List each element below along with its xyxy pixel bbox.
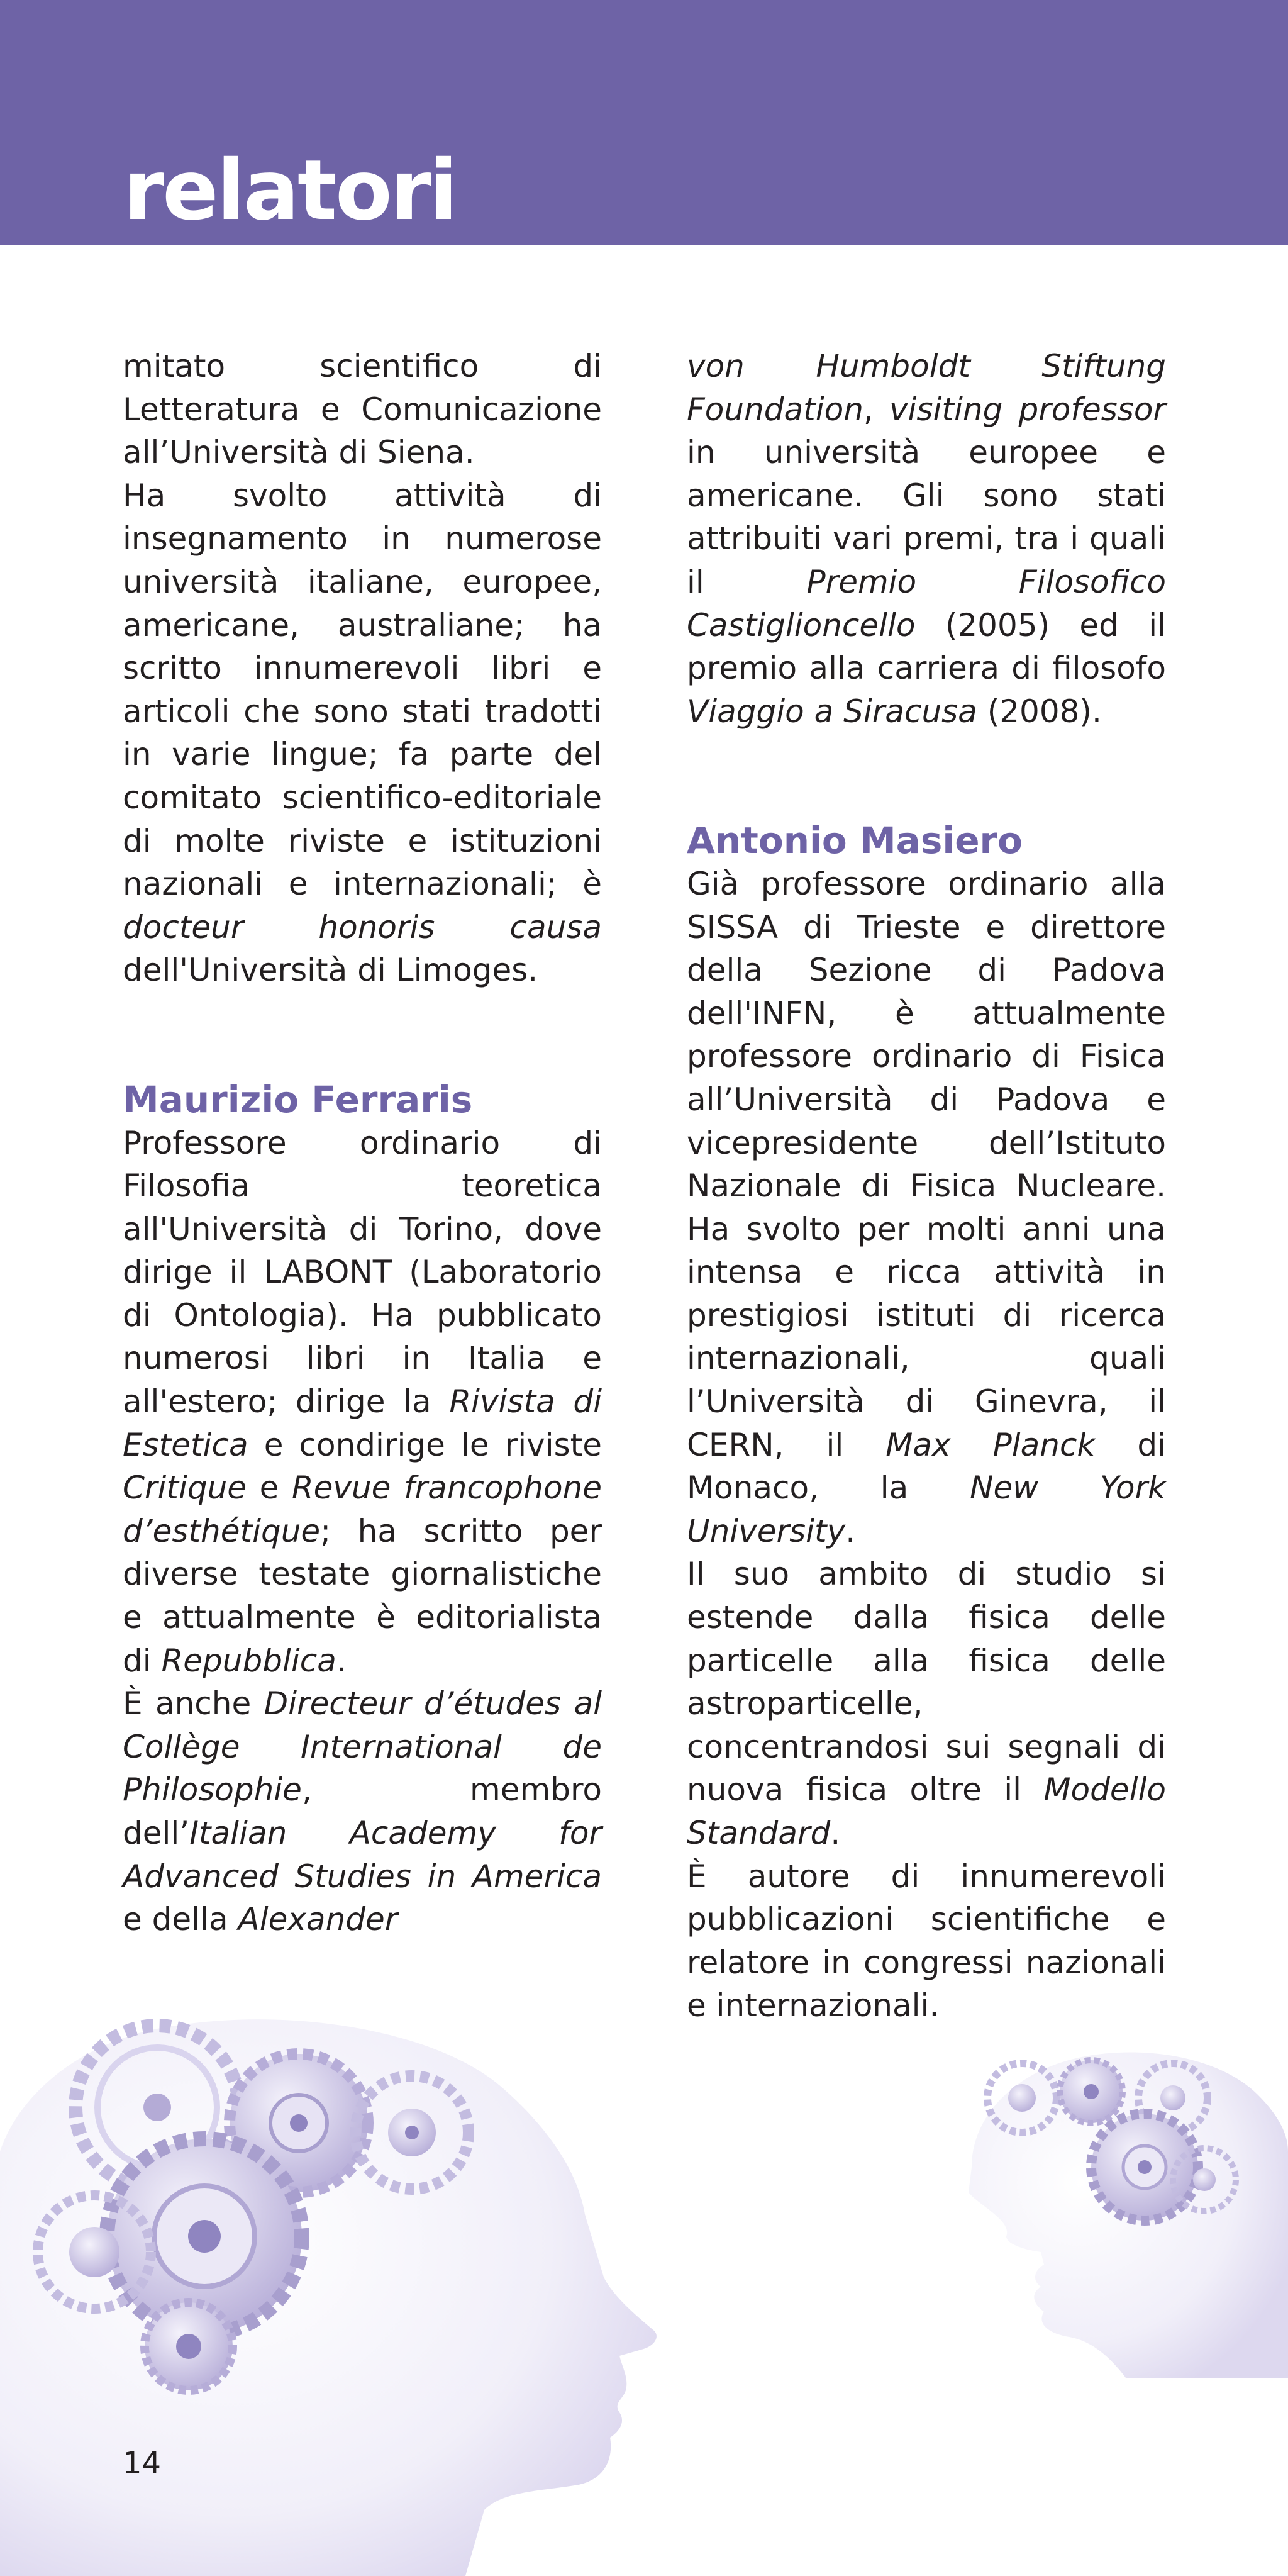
- gear-icon: [1060, 2060, 1123, 2123]
- speaker-bio-continued: von Humboldt Stiftung Foundation, visiting professor in università europee e americane. Gli sono stati attribuiti vari premi, tra i quali il Premio Filosofico Castiglioncello (2005) ed il premio alla carriera di filosofo Viaggio a Siracusa (2008).: [687, 348, 1166, 730]
- page-number: 14: [123, 2446, 162, 2481]
- header-band: [0, 0, 1288, 245]
- spacer: [123, 992, 602, 1078]
- left-column: [123, 345, 602, 1941]
- gear-icon: [107, 2139, 302, 2334]
- speaker-bio: È anche Directeur d’études al Collège International de Philosophie, membro dell’Italian Academy for Advanced Studies in America e della Alexander: [123, 1685, 602, 1938]
- gear-icon: [1091, 2114, 1198, 2221]
- intro-paragraph: Ha svolto attività di insegnamento in numerose università italiane, europee, americane, australiane; ha scritto innumerevoli libri e articoli che sono stati tradotti in varie lingue; fa parte del comitato scientifico-editoriale di molte riviste e istituzioni nazionali e internazionali; è docteur honoris causa dell'Università di Limoges.: [123, 477, 602, 989]
- gear-icon: [145, 2302, 233, 2390]
- speaker-name-masiero: Antonio Masiero: [687, 819, 1023, 862]
- right-column: [687, 345, 1166, 2027]
- section-title: relatori: [123, 142, 457, 239]
- heads-with-gears-illustration: [0, 1988, 1288, 2576]
- speaker-name-ferraris: Maurizio Ferraris: [123, 1078, 473, 1121]
- speaker-bio: Il suo ambito di studio si estende dalla fisica delle particelle alla fisica delle astroparticelle, concentrandosi sui segnali di nuova fisica oltre il Modello Standard.: [687, 1556, 1166, 1851]
- speaker-bio: Professore ordinario di Filosofia teoretica all'Università di Torino, dove dirige il LABONT (Laboratorio di Ontologia). Ha pubblicato numerosi libri in Italia e all'estero; dirige la Rivista di Estetica e condirige le riviste Critique e Revue francophone d’esthétique; ha scritto per diverse testate giornalistiche e attualmente è editorialista di Repubblica.: [123, 1124, 602, 1679]
- intro-paragraph: mitato scientifico di Letteratura e Comunicazione all’Università di Siena.: [123, 348, 602, 471]
- spacer: [687, 733, 1166, 819]
- speaker-bio: Già professore ordinario alla SISSA di Trieste e direttore della Sezione di Padova dell'INFN, è attualmente professore ordinario di Fisica all’Università di Padova e vicepresidente dell’Istituto Nazionale di Fisica Nucleare. Ha svolto per molti anni una intensa e ricca attività in prestigiosi istituti di ricerca internazionali, quali l’Università di Ginevra, il CERN, il Max Planck di Monaco, la New York University.: [687, 865, 1166, 1549]
- speaker-bio: È autore di innumerevoli pubblicazioni scientifiche e relatore in congressi nazionali e internazionali.: [687, 1858, 1166, 2024]
